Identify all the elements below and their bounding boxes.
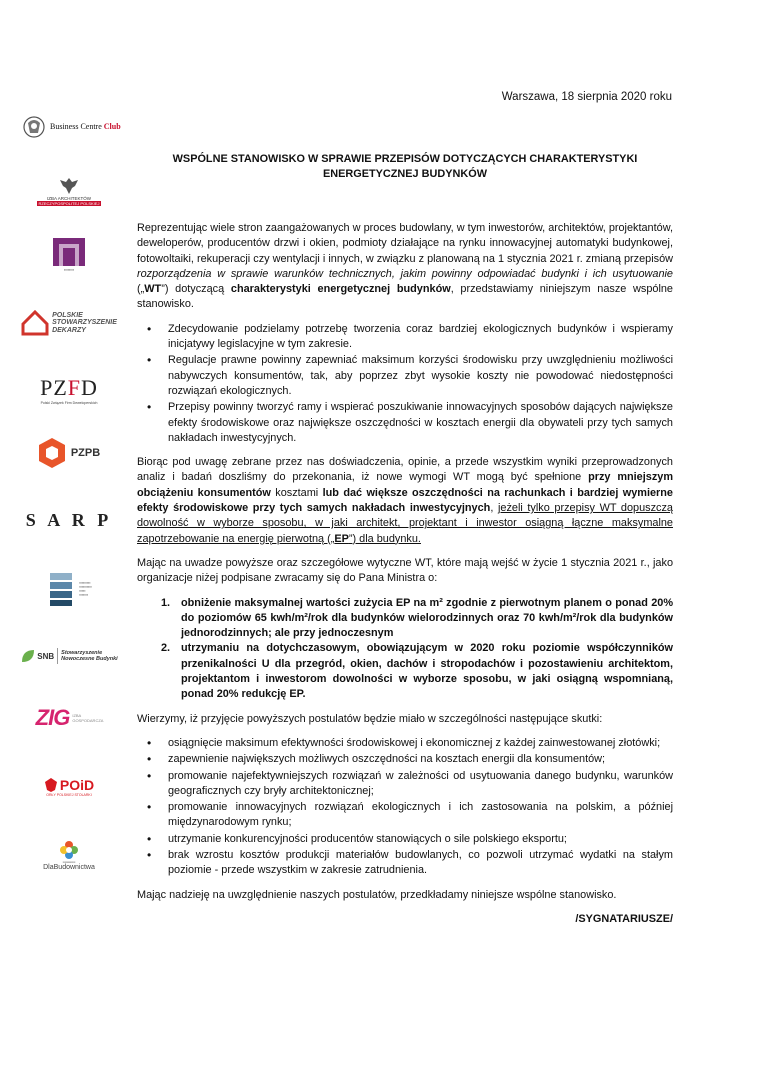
list-item: • utrzymanie konkurencyjności producentów stanowiących o sile polskiego eksportu; bbox=[137, 832, 673, 847]
psd-text: POLSKIE STOWARZYSZENIE DEKARZY bbox=[52, 311, 117, 334]
list-item: • Przepisy powinny tworzyć ramy i wspierać poszukiwanie innowacyjnych sposobów dających największe efekty środowiskowe oraz największe oszczędności w kosztach energii dla obywateli przy tych samych nakładach inwestycyjnych. bbox=[137, 400, 673, 446]
izba-architektow-logo bbox=[14, 171, 124, 211]
list-item: • promowanie najefektywniejszych rozwiązań w zależności od usytuowania danego budynku, warunków geograficznych czy bryły architektonicznej; bbox=[137, 769, 673, 800]
stacked-logo bbox=[14, 569, 124, 609]
bcc-logo bbox=[14, 113, 124, 143]
building-square-icon bbox=[51, 238, 87, 268]
zig-subtitle: IZBA GOSPODARCZA bbox=[72, 713, 104, 723]
sarp-logo bbox=[14, 507, 124, 533]
request-intro-paragraph: Mając na uwadze powyższe oraz szczegółowe wytyczne WT, które mają wejść w życie 1 stycznia 2021 r., jako organizacje niżej podpisane zwracamy się do Pana Ministra o: bbox=[137, 556, 673, 585]
zig-text: ZIG bbox=[35, 705, 70, 730]
zig-logo bbox=[14, 703, 124, 733]
snb-divider bbox=[57, 648, 58, 664]
effects-intro-paragraph: Wierzymy, iż przyjęcie powyższych postulatów będzie miało w szczególności następujące skutki: bbox=[137, 712, 603, 725]
intro-paragraph: Reprezentując wiele stron zaangażowanych w proces budowlany, w tym inwestorów, architektów, projektantów, deweloperów, producentów drzwi i okien, podmioty działające na rynku innowacyjnej automatyki budynkowej, fotowoltaiki, rekuperacji czy wentylacji i innych, w związku z planowaną na 1 stycznia 2021 r. zmianą przepisów rozporządzenia w sprawie warunków technicznych, jakim powinny odpowiadać budynki i ich usytuowanie („WT”) dotyczącą charakterystyki energetycznej budynków, przedstawiamy niniejszym nasze wspólne stanowisko. bbox=[137, 222, 673, 311]
pzfd-text: PZFD bbox=[40, 375, 98, 400]
snb-logo bbox=[14, 643, 124, 669]
eagle-icon bbox=[58, 176, 80, 196]
main-content bbox=[137, 152, 673, 927]
sarp-text: S A R P bbox=[25, 509, 113, 530]
poid-eagle-icon bbox=[44, 777, 58, 793]
bcc-text: Business Centre Club bbox=[50, 122, 121, 131]
poid-text: POiD bbox=[59, 777, 95, 793]
snb-text: SNB bbox=[37, 651, 55, 661]
list-item: 2. utrzymaniu na dotychczasowym, obowiązującym w 2020 roku poziomie współczynników przenikalności U dla przegród, okien, dachów i stropodachów i pozostawieniu architektom, projektantom i inwestorom dowolności w wyborze sposobu, w jaki osiągną wspomnianą, ponad 20% redukcję EP. bbox=[161, 642, 673, 701]
purple-square-logo bbox=[14, 235, 124, 275]
request-list bbox=[137, 596, 673, 703]
izba-text-2: RZECZYPOSPOLITEJ POLSKIEJ bbox=[38, 201, 100, 206]
pzfd-subtitle: Polski Związek Firm Deweloperskich bbox=[40, 401, 98, 405]
roof-icon bbox=[21, 310, 49, 336]
dla-text: DlaBudownictwa bbox=[43, 863, 95, 871]
stacked-logo-caption: ▪▪▪▪▪▪▪▪▪ ▪▪▪▪▪▪▪▪▪▪ ▪▪▪▪▪ ▪▪▪▪▪▪▪ bbox=[79, 581, 92, 597]
pzpb-logo bbox=[14, 435, 124, 471]
position-bullets bbox=[137, 322, 673, 446]
signature-line: /SYGNATARIUSZE/ bbox=[575, 912, 673, 925]
izba-text: IZBA ARCHITEKTÓW bbox=[46, 196, 91, 201]
list-item: 1. obniżenie maksymalnej wartości zużycia EP na m² zgodnie z pierwotnym planem o ponad 20% do poziomów 65 kwh/m²/rok dla budynków wielorodzinnych oraz 70 kwh/m²/rok dla budynków jednorodzinnych; ale przy jednoczesnym bbox=[161, 596, 673, 640]
bcc-accent-text: Club bbox=[103, 122, 121, 131]
list-item: • Zdecydowanie podzielamy potrzebę tworzenia coraz bardziej ekologicznych budynków i wspieramy inicjatywy legislacyjne w tym zakresie. bbox=[137, 322, 673, 353]
leaf-icon bbox=[20, 648, 36, 664]
list-item: • osiągnięcie maksimum efektywności środowiskowej i ekonomicznej z każdej zainwestowanej złotówki; bbox=[137, 736, 673, 751]
list-item: • brak wzrostu kosztów produkcji materiałów budowlanych, co pozwoli utrzymać wydatki na stałym poziomie - przede wszystkim w zakresie zatrudnienia. bbox=[137, 848, 673, 879]
flower-emblem-icon bbox=[59, 840, 79, 860]
dla-caption: ▪▪▪▪▪▪▪▪▪▪▪▪ bbox=[62, 859, 76, 864]
poid-logo bbox=[14, 769, 124, 805]
snb-subtitle: Stowarzyszenie Nowoczesne Budynki bbox=[61, 649, 118, 662]
list-item: • zapewnienie największych możliwych oszczędności na kosztach energii dla konsumentów; bbox=[137, 752, 673, 767]
poid-mark bbox=[44, 777, 94, 793]
dlabudownictwa-logo bbox=[14, 833, 124, 877]
document-title bbox=[137, 152, 673, 182]
title-line-1: WSPÓLNE STANOWISKO W SPRAWIE PRZEPISÓW DOTYCZĄCYCH CHARAKTERYSTYKI bbox=[172, 153, 638, 165]
purple-logo-caption: ▪▪▪▪▪▪▪▪ bbox=[64, 268, 74, 272]
pzfd-logo bbox=[14, 373, 124, 407]
list-item: • promowanie innowacyjnych rozwiązań ekologicznych i ich zastosowania na polskim, a później międzynarodowym rynku; bbox=[137, 800, 673, 831]
poid-subtitle: ORŁY POLSKIEJ STOLARKI bbox=[46, 793, 92, 797]
pzpb-text: PZPB bbox=[70, 447, 101, 459]
date-line: Warszawa, 18 sierpnia 2020 roku bbox=[501, 91, 672, 103]
closing-paragraph: Mając nadzieję na uwzględnienie naszych postulatów, przedkładamy niniejsze wspólne stanowisko. bbox=[137, 888, 617, 901]
psd-logo bbox=[14, 308, 124, 338]
conclusion-paragraph: Biorąc pod uwagę zebrane przez nas doświadczenia, opinie, a przede wszystkim wyniki przeprowadzonych analiz i badań doszliśmy do przekonania, iż nowe wymogi WT mogą być spełnione przy mniejszym obciążeniu konsumentów kosztami lub dać większe oszczędności na rachunkach i bardziej wymierne efekty środowiskowe przy tych samych nakładach inwestycyjnych, jeżeli tylko przepisy WT dopuszczą dowolność w wyborze sposobu, w jaki architekt, projektant i inwestor osiągną łączne maksymalne zapotrzebowanie na energię pierwotną („EP”) dla budynku. bbox=[137, 456, 674, 545]
title-line-2: ENERGETYCZNEJ BUDYNKÓW bbox=[323, 168, 487, 180]
stacked-blocks-icon bbox=[46, 571, 76, 607]
pzpb-hexagon-icon bbox=[38, 437, 66, 469]
effects-bullets bbox=[137, 736, 673, 879]
list-item: • Regulacje prawne powinny zapewniać maksimum korzyści środowisku przy uwzględnieniu możliwości nabywczych konsumentów, tak, aby poprzez zbyt wysokie koszty nie powodować niedostępności rozwiązań ekologicznych. bbox=[137, 353, 673, 399]
